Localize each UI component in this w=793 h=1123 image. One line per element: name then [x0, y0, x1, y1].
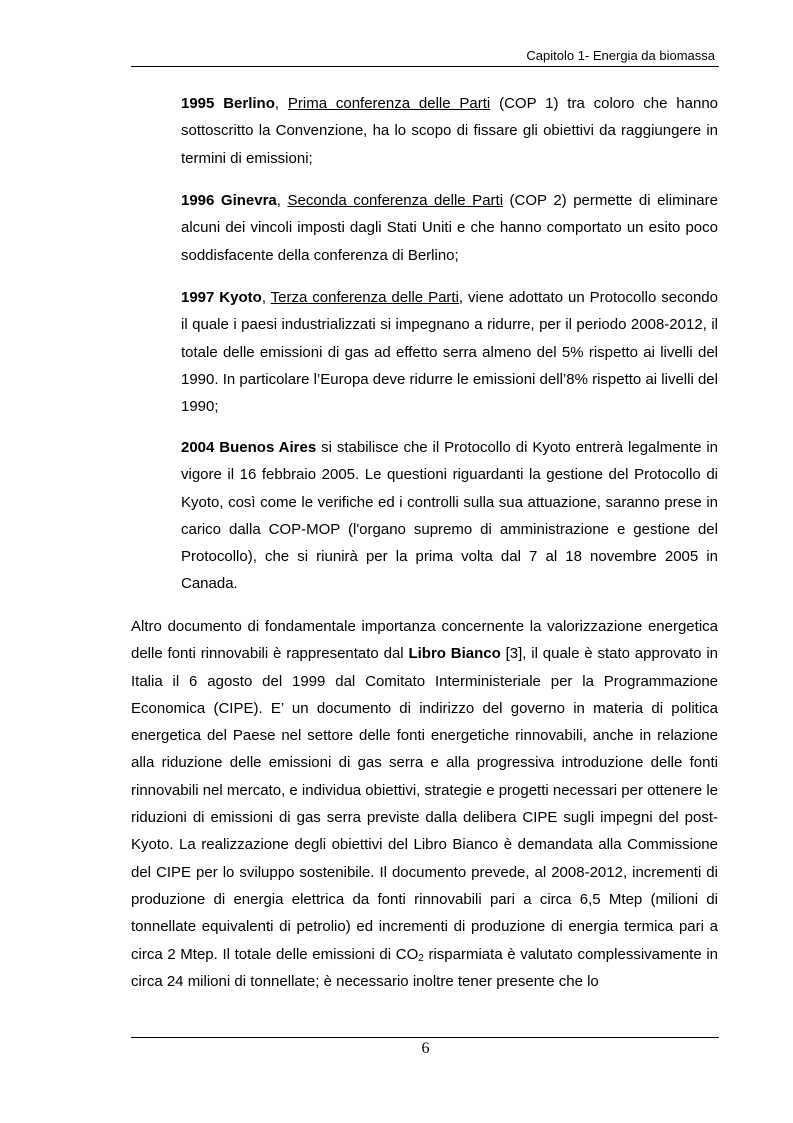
item-text: (COP 1) tra coloro che hanno sottoscritto la Convenzione, ha lo scopo di fissare gli obiettivi da raggiungere in termini di emissioni;	[181, 95, 719, 167]
header-rule	[131, 66, 719, 67]
item-underlined-title: Terza conferenza delle Parti	[270, 289, 459, 306]
co2-subscript: 2	[418, 952, 424, 964]
timeline-item-1997	[181, 284, 718, 420]
timeline-item-1995	[181, 90, 718, 172]
item-text: , viene adottato un Protocollo secondo il quale i paesi industrializzati si impegnano a ridurre, per il periodo 2008-2012, il totale delle emissioni di gas ad effetto serra almeno del 5% rispetto ai livelli del 1990. In particolare l’Europa deve ridurre le emissioni dell’8% rispetto ai livelli del 1990;	[181, 289, 718, 416]
item-sep: ,	[261, 289, 271, 306]
paragraph-text: [3], il quale è stato approvato in Italia il 6 agosto del 1999 dal Comitato Interministeriale per la Programmazione Economica (CIPE). E’ un documento di indirizzo del governo in materia di politica energetica del Paese nel settore delle fonti energetiche rinnovabili, anche in relazione alla riduzione delle emissioni di gas serra e alla progressiva introduzione delle fonti rinnovabili nel mercato, e individua obiettivi, strategie e progetti necessari per ottenere le riduzioni di emissioni di gas serra previste dalla delibera CIPE sugli impegni del post-Kyoto. La realizzazione degli obiettivi del Libro Bianco è demandata alla Commissione del CIPE per lo sviluppo sostenibile. Il documento prevede, al 2008-2012, incrementi di produzione di energia elettrica da fonti rinnovabili pari a circa 6,5 Mtep (milioni di tonnellate equivalenti di petrolio) ed incrementi di produzione di energia termica pari a circa 2 Mtep. Il totale delle emissioni di CO	[131, 645, 719, 963]
footer-rule	[131, 1037, 719, 1038]
body-paragraph	[131, 613, 718, 995]
paragraph-text: risparmiata è valutato complessivamente in circa 24 milioni di tonnellate; è necessario inoltre tener presente che lo	[131, 945, 719, 990]
item-lead: 1996 Ginevra	[181, 192, 277, 209]
timeline-item-2004	[181, 434, 718, 598]
item-sep: ,	[276, 192, 288, 209]
paragraph-text: Altro documento di fondamentale importanza concernente la valorizzazione energetica delle fonti rinnovabili è rappresentato dal	[131, 618, 718, 663]
item-text: si stabilisce che il Protocollo di Kyoto entrerà legalmente in vigore il 16 febbraio 2005. Le questioni riguardanti la gestione del Protocollo di Kyoto, così come le verifiche ed i controlli sulla sua attuazione, saranno prese in carico dalla COP-MOP (l'organo supremo di amministrazione e gestione del Protocollo), che si riunirà per la prima volta dal 7 al 18 novembre 2005 in Canada.	[181, 439, 718, 593]
item-sep: ,	[274, 95, 288, 112]
item-lead: 1995 Berlino	[181, 95, 275, 112]
item-lead: 1997 Kyoto	[181, 289, 262, 306]
timeline-item-1996	[181, 187, 718, 269]
libro-bianco-term: Libro Bianco	[408, 645, 501, 663]
item-lead: 2004 Buenos Aires	[181, 439, 317, 456]
item-text: (COP 2) permette di eliminare alcuni dei vincoli imposti dagli Stati Uniti e che hanno comportato un esito poco soddisfacente della conferenza di Berlino;	[181, 192, 718, 264]
running-header: Capitolo 1- Energia da biomassa	[526, 48, 715, 63]
item-underlined-title: Prima conferenza delle Parti	[287, 95, 491, 112]
page-number: 6	[421, 1040, 430, 1057]
item-underlined-title: Seconda conferenza delle Parti	[287, 192, 504, 209]
